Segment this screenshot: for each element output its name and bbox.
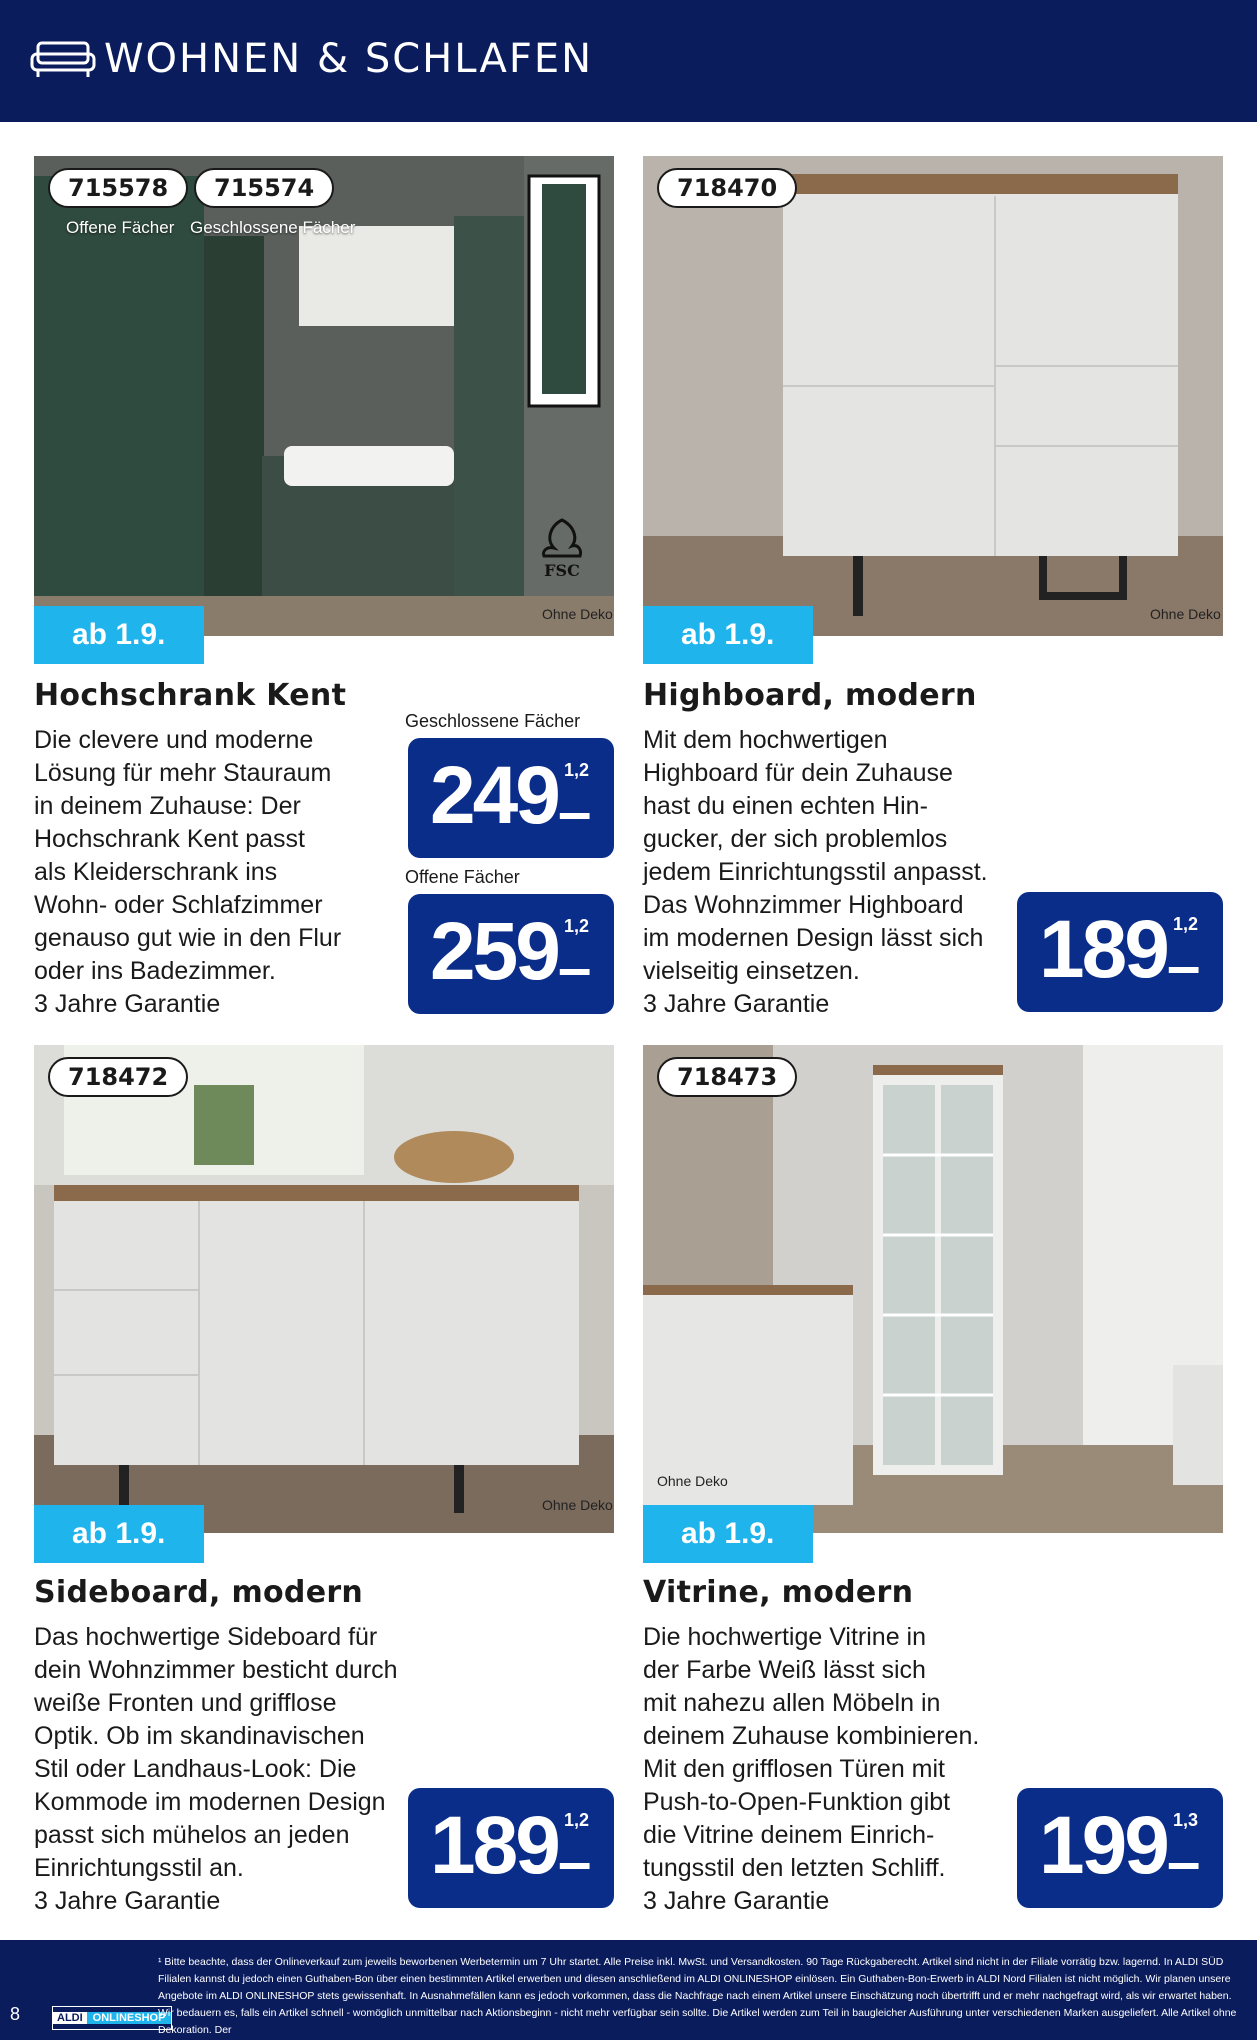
variant-caption: Geschlossene Fächer: [190, 218, 356, 237]
photo-note: Ohne Deko: [542, 606, 613, 622]
photo-note: Ohne Deko: [1150, 606, 1221, 622]
product-name: Highboard, modern: [643, 678, 977, 713]
product-card-vitrine: [643, 1045, 1223, 1925]
price-tag: 199 – 1,3: [1017, 1788, 1223, 1908]
footer: [0, 1940, 1257, 2040]
price-tag: 259 – 1,2: [408, 894, 614, 1014]
section-title: WOHNEN & SCHLAFEN: [104, 36, 594, 82]
product-name: Sideboard, modern: [34, 1575, 364, 1610]
price-label: Offene Fächer: [405, 867, 520, 887]
product-card-hochschrank: [34, 156, 614, 1026]
article-number: 715578: [48, 168, 188, 208]
date-badge: ab 1.9.: [643, 1505, 813, 1563]
product-card-sideboard: [34, 1045, 614, 1925]
onlineshop-logo[interactable]: [52, 2006, 172, 2030]
photo-note: Ohne Deko: [542, 1497, 613, 1513]
article-number: 718470: [657, 168, 797, 208]
price-tag: 189 – 1,2: [1017, 892, 1223, 1012]
product-name: Vitrine, modern: [643, 1575, 914, 1610]
page-number: 8: [10, 2004, 21, 2024]
article-number: 718473: [657, 1057, 797, 1097]
fsc-logo-icon: [532, 516, 592, 580]
date-badge: ab 1.9.: [34, 1505, 204, 1563]
product-photo: [34, 1045, 614, 1533]
product-description: Mit dem hochwertigen Highboard für dein Zuhause hast du einen echten Hin- gucker, der sich problemlos jedem Einrichtungsstil anpasst. Das Wohnzimmer Highboard im modernen Design lässt sich vielseitig einsetzen. 3 Jahre Garantie: [643, 726, 988, 1018]
onlineshop-label: ONLINESHOP: [87, 2012, 172, 2024]
product-description: Die clevere und moderne Lösung für mehr Stauraum in deinem Zuhause: Der Hochschrank Kent passt als Kleiderschrank ins Wohn- oder Schlafzimmer genauso gut wie in den Flur oder ins Badezimmer. 3 Jahre Garantie: [34, 726, 342, 1018]
section-header: [0, 0, 1257, 122]
product-photo: [643, 1045, 1223, 1533]
aldi-logo-icon: ALDI: [53, 2012, 87, 2024]
product-photo: [643, 156, 1223, 636]
article-number: 715574: [194, 168, 334, 208]
date-badge: ab 1.9.: [34, 606, 204, 664]
price-tag: 249 – 1,2: [408, 738, 614, 858]
price-label: Geschlossene Fächer: [405, 711, 581, 731]
product-name: Hochschrank Kent: [34, 678, 347, 713]
product-description: Die hochwertige Vitrine in der Farbe Weiß lässt sich mit nahezu allen Möbeln in deinem Zuhause kombinieren. Mit den grifflosen Türen mit Push-to-Open-Funktion gibt die Vitrine deinem Einrich- tungsstil den letzten Schliff. 3 Jahre Garantie: [643, 1623, 980, 1915]
article-number: 718472: [48, 1057, 188, 1097]
product-card-highboard: [643, 156, 1223, 1026]
legal-notice: ¹ Bitte beachte, dass der Onlineverkauf zum jeweils beworbenen Werbetermin um 7 Uhr startet. Alle Preise inkl. MwSt. und Versandkosten. 90 Tage Rückgaberecht. Artikel sind nicht in der Filiale vorrätig bzw. lagernd. In ALDI SÜD Filialen kannst du jedoch einen Guthaben-Bon über einen bestimmten Artikel erwerben und diesen anschließend im ALDI ONLINESHOP einlösen. Ein Guthaben-Bon-Erwerb in ALDI Nord Filialen ist nicht möglich. Wir planen unsere Angebote im ALDI ONLINESHOP stets gewissenhaft. In Ausnahmefällen kann es jedoch vorkommen, dass die Nachfrage nach einem Artikel unsere Einschätzung noch übertrifft und er mehr nachgefragt wird, als wir erwartet haben. Wir bedauern es, falls ein Artikel schnell - womöglich unmittelbar nach Aktionsbeginn - nicht mehr verfügbar sein sollte. Die Artikel werden zum Teil in baugleicher Ausführung unter verschiedenen Marken ausgeliefert. Alle Artikel ohne Dekoration. Der: [158, 1956, 1237, 2036]
date-badge: ab 1.9.: [643, 606, 813, 664]
price-tag: 189 – 1,2: [408, 1788, 614, 1908]
variant-caption: Offene Fächer: [66, 218, 175, 237]
sofa-icon: [30, 40, 96, 80]
fsc-label: FSC: [544, 561, 580, 580]
product-description: Das hochwertige Sideboard für dein Wohnzimmer besticht durch weiße Fronten und grifflose Optik. Ob im skandinavischen Stil oder Landhaus-Look: Die Kommode im modernen Design passt sich mühelos an jeden Einrichtungsstil an. 3 Jahre Garantie: [34, 1623, 398, 1915]
photo-note: Ohne Deko: [657, 1473, 728, 1489]
